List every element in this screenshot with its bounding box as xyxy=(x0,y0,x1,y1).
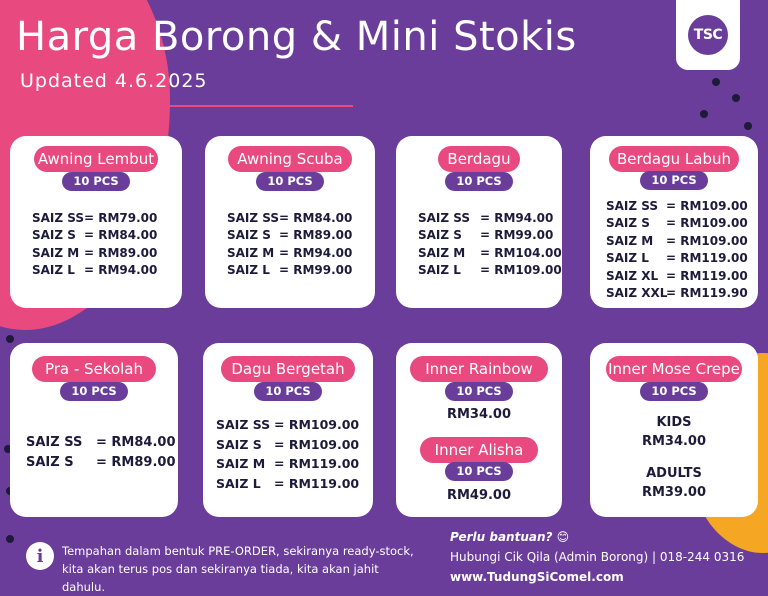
price-row: SAIZ S = RM89.00 xyxy=(26,455,176,470)
product-name: Dagu Bergetah xyxy=(221,356,355,382)
decorative-dot xyxy=(6,535,14,543)
decorative-dot xyxy=(732,94,740,102)
price-row: SAIZ S = RM89.00 xyxy=(227,228,353,243)
quantity-badge: 10 PCS xyxy=(445,172,513,191)
price-row: SAIZ SS= RM79.00 xyxy=(32,211,158,225)
price-row: SAIZ L = RM94.00 xyxy=(32,263,158,278)
price-row: SAIZ M = RM109.00 xyxy=(606,233,748,248)
price-list xyxy=(418,210,562,280)
price-list xyxy=(216,415,359,493)
product-card xyxy=(396,136,562,308)
product-name: Berdagu xyxy=(438,146,520,172)
product-name: Pra - Sekolah xyxy=(32,356,156,382)
price-row: SAIZ S = RM99.00 xyxy=(418,228,554,243)
price-row: SAIZ S = RM84.00 xyxy=(32,228,158,243)
product-name: Berdagu Labuh xyxy=(609,146,739,172)
preorder-note xyxy=(62,542,422,596)
price-row: SAIZ L = RM99.00 xyxy=(227,263,353,278)
note-line: Tempahan dalam bentuk PRE-ORDER, sekiranya ready-stock, xyxy=(62,544,414,558)
price-row: SAIZ XXL= RM119.90 xyxy=(606,285,748,300)
adults-price: RM39.00 xyxy=(641,485,707,500)
product-name: Awning Scuba xyxy=(228,146,352,172)
product-card xyxy=(203,343,373,517)
inner-mose-card xyxy=(590,343,758,517)
price-row: SAIZ SS = RM84.00 xyxy=(26,435,176,450)
price-row: SAIZ SS = RM109.00 xyxy=(216,417,360,432)
tsc-logo-icon: TSC xyxy=(688,15,728,55)
product-name: Awning Lembut xyxy=(34,146,158,172)
quantity-badge: 10 PCS xyxy=(256,172,324,191)
decorative-dot xyxy=(700,110,708,118)
kids-price: RM34.00 xyxy=(641,434,707,449)
product-name: Inner Mose Crepe xyxy=(606,356,742,382)
price-row: SAIZ S = RM109.00 xyxy=(216,436,360,452)
product-card xyxy=(10,343,178,517)
adults-label: ADULTS xyxy=(646,466,702,481)
website-link[interactable]: www.TudungSiComel.com xyxy=(450,570,624,584)
price-list xyxy=(26,433,176,473)
info-icon: i xyxy=(26,542,54,570)
price-row: SAIZ M = RM104.00 xyxy=(418,245,562,260)
product-name: Inner Rainbow xyxy=(410,356,548,382)
quantity-badge: 10 PCS xyxy=(445,462,513,481)
help-title: Perlu bantuan? 😊 xyxy=(450,530,570,544)
price-list xyxy=(32,210,157,280)
quantity-badge: 10 PCS xyxy=(60,382,128,401)
price-row: SAIZ M = RM89.00 xyxy=(32,245,158,260)
help-contact: Hubungi Cik Qila (Admin Borong) | 018-244 0316 xyxy=(450,550,745,564)
product-name: Inner Alisha xyxy=(420,437,538,463)
note-line: kita akan terus pos dan sekiranya tiada, kita akan jahit dahulu. xyxy=(62,562,379,594)
brand-logo xyxy=(676,0,740,70)
price-row: SAIZ XL = RM119.00 xyxy=(606,268,748,283)
price-row: SAIZ L = RM119.00 xyxy=(606,251,748,266)
price-row: SAIZ S = RM109.00 xyxy=(606,216,748,231)
price-list xyxy=(606,198,748,302)
price-row: SAIZ L = RM109.00 xyxy=(418,263,562,278)
price-value: RM49.00 xyxy=(446,488,512,503)
price-row: SAIZ SS = RM109.00 xyxy=(606,199,748,213)
decorative-dot xyxy=(712,78,720,86)
price-row: SAIZ M = RM119.00 xyxy=(216,456,360,471)
price-row: SAIZ M = RM94.00 xyxy=(227,245,353,260)
page-title: Harga Borong & Mini Stokis xyxy=(16,14,577,60)
updated-date: Updated 4.6.2025 xyxy=(20,70,208,92)
kids-label: KIDS xyxy=(656,415,692,430)
title-underline xyxy=(20,105,353,107)
inner-card xyxy=(396,343,562,517)
decorative-dot xyxy=(6,335,14,343)
quantity-badge: 10 PCS xyxy=(62,172,130,191)
price-row: SAIZ SS= RM84.00 xyxy=(227,211,353,225)
decorative-dot xyxy=(744,122,752,130)
product-card xyxy=(10,136,182,308)
product-card xyxy=(205,136,375,308)
quantity-badge: 10 PCS xyxy=(640,171,708,190)
price-value: RM34.00 xyxy=(446,407,512,422)
quantity-badge: 10 PCS xyxy=(445,382,513,401)
price-row: SAIZ SS = RM94.00 xyxy=(418,211,554,225)
price-list xyxy=(227,210,352,280)
product-card xyxy=(590,136,758,308)
quantity-badge: 10 PCS xyxy=(254,382,322,401)
quantity-badge: 10 PCS xyxy=(640,382,708,401)
price-row: SAIZ L = RM119.00 xyxy=(216,475,360,491)
